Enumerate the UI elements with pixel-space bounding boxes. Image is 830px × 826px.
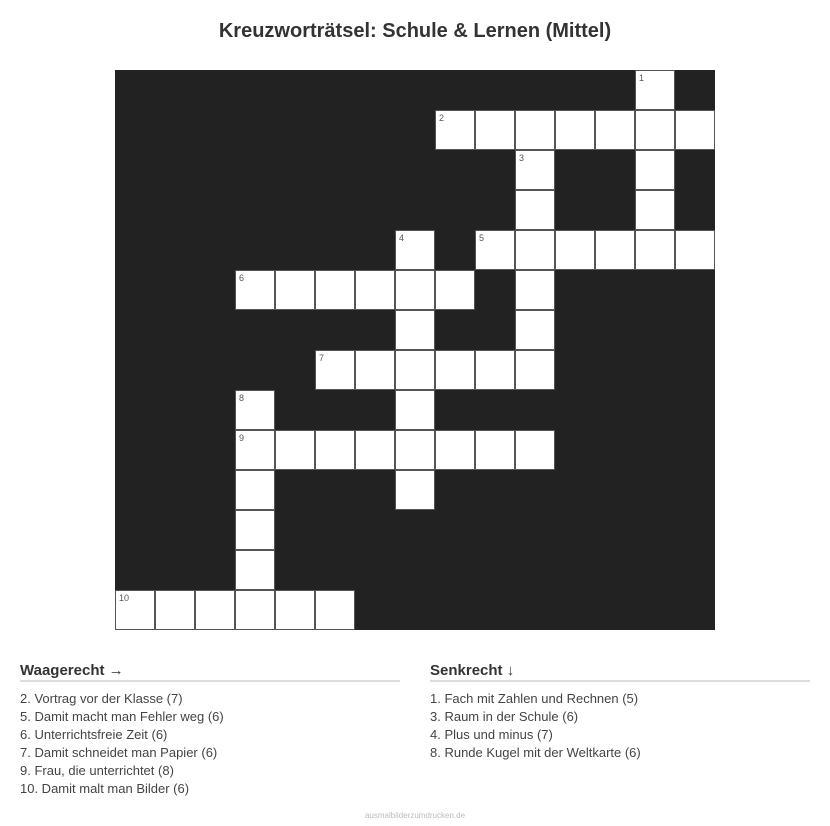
crossword-cell[interactable] <box>395 270 435 310</box>
crossword-cell[interactable] <box>275 590 315 630</box>
clue-number: 8 <box>239 393 245 403</box>
crossword-cell[interactable] <box>395 470 435 510</box>
clue-number: 3 <box>519 153 525 163</box>
footer-credit: ausmalbilderzumdrucken.de <box>364 811 466 820</box>
crossword-cell[interactable] <box>235 470 275 510</box>
clue-item: 8. Runde Kugel mit der Weltkarte (6) <box>430 745 641 760</box>
crossword-cell[interactable] <box>515 350 555 390</box>
crossword-cell[interactable] <box>235 550 275 590</box>
crossword-cell[interactable] <box>395 230 435 270</box>
clue-number: 7 <box>319 353 325 363</box>
clue-item: 4. Plus und minus (7) <box>430 727 553 742</box>
crossword-cell[interactable] <box>435 430 475 470</box>
clue-item: 9. Frau, die unterrichtet (8) <box>20 763 174 778</box>
crossword-cell[interactable] <box>315 350 355 390</box>
crossword-cell[interactable] <box>515 150 555 190</box>
crossword-cell[interactable] <box>475 230 515 270</box>
crossword-cell[interactable] <box>515 230 555 270</box>
clue-number: 9 <box>239 433 245 443</box>
crossword-cell[interactable] <box>555 110 595 150</box>
crossword-cell[interactable] <box>235 430 275 470</box>
crossword-cell[interactable] <box>595 110 635 150</box>
crossword-cell[interactable] <box>435 270 475 310</box>
clue-item: 3. Raum in der Schule (6) <box>430 709 579 724</box>
crossword-cell[interactable] <box>355 270 395 310</box>
down-clue-list <box>430 690 810 762</box>
crossword-cell[interactable] <box>435 350 475 390</box>
page-title: Kreuzworträtsel: Schule & Lernen (Mittel) <box>218 20 612 42</box>
crossword-cell[interactable] <box>155 590 195 630</box>
crossword-cell[interactable] <box>675 230 715 270</box>
clue-item: 7. Damit schneidet man Papier (6) <box>20 745 218 760</box>
clue-number: 5 <box>479 233 485 243</box>
crossword-cell[interactable] <box>515 310 555 350</box>
crossword-cell[interactable] <box>515 430 555 470</box>
clue-number: 2 <box>439 113 445 123</box>
crossword-cell[interactable] <box>275 430 315 470</box>
crossword-cell[interactable] <box>235 510 275 550</box>
crossword-cell[interactable] <box>315 590 355 630</box>
crossword-cell[interactable] <box>235 590 275 630</box>
crossword-cell[interactable] <box>635 70 675 110</box>
crossword-cell[interactable] <box>275 270 315 310</box>
crossword-cell[interactable] <box>515 190 555 230</box>
crossword-cell[interactable] <box>355 350 395 390</box>
crossword-cell[interactable] <box>555 230 595 270</box>
crossword-cell[interactable] <box>195 590 235 630</box>
crossword-cell[interactable] <box>395 390 435 430</box>
crossword-grid <box>115 70 715 630</box>
down-heading: Senkrecht ↓ <box>430 662 810 682</box>
crossword-cell[interactable] <box>595 230 635 270</box>
crossword-cell[interactable] <box>315 430 355 470</box>
crossword-cell[interactable] <box>475 430 515 470</box>
across-clues <box>20 662 400 798</box>
down-clues <box>430 662 810 762</box>
clue-number: 4 <box>399 233 405 243</box>
crossword-cell[interactable] <box>475 350 515 390</box>
crossword-cell[interactable] <box>235 390 275 430</box>
clue-number: 6 <box>239 273 245 283</box>
crossword-cell[interactable] <box>115 590 155 630</box>
clue-number: 1 <box>639 73 645 83</box>
crossword-cell[interactable] <box>315 270 355 310</box>
crossword-cell[interactable] <box>395 310 435 350</box>
crossword-cell[interactable] <box>675 110 715 150</box>
crossword-cell[interactable] <box>635 230 675 270</box>
crossword-cell[interactable] <box>475 110 515 150</box>
crossword-cell[interactable] <box>395 350 435 390</box>
clue-item: 2. Vortrag vor der Klasse (7) <box>20 691 183 706</box>
clue-item: 10. Damit malt man Bilder (6) <box>20 781 190 796</box>
clue-item: 6. Unterrichtsfreie Zeit (6) <box>20 727 168 742</box>
crossword-cell[interactable] <box>355 430 395 470</box>
crossword-cell[interactable] <box>515 270 555 310</box>
clue-item: 1. Fach mit Zahlen und Rechnen (5) <box>430 691 639 706</box>
across-heading: Waagerecht → <box>20 662 400 682</box>
across-clue-list <box>20 690 400 798</box>
crossword-cell[interactable] <box>235 270 275 310</box>
clue-item: 5. Damit macht man Fehler weg (6) <box>20 709 224 724</box>
crossword-cell[interactable] <box>515 110 555 150</box>
clue-number: 10 <box>119 593 130 603</box>
crossword-cell[interactable] <box>395 430 435 470</box>
crossword-cell[interactable] <box>635 150 675 190</box>
crossword-cell[interactable] <box>635 110 675 150</box>
crossword-cell[interactable] <box>435 110 475 150</box>
crossword-cell[interactable] <box>635 190 675 230</box>
